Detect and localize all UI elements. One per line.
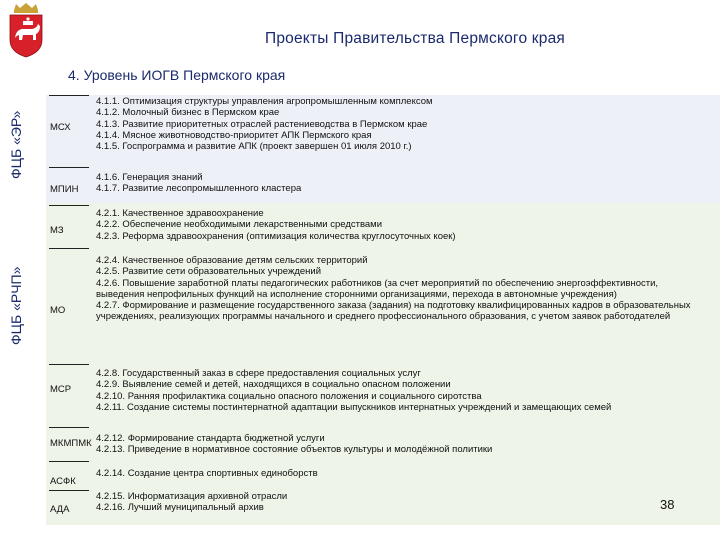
project-list-mo [96,255,708,323]
project-list-msr [96,368,708,413]
project-item: 4.2.13. Приведение в нормативное состояние объектов культуры и молодёжной политики [96,444,493,456]
page-subtitle: 4. Уровень ИОГВ Пермского края [68,67,286,83]
org-label-mpin: МПИН [50,184,79,195]
group-rule [49,205,89,206]
project-item: 4.1.7. Развитие лесопромышленного кластера [96,183,302,195]
project-item: 4.1.1. Оптимизация структуры управления агропромышленным комплексом [96,96,433,107]
org-label-msh: МСХ [50,122,71,133]
project-item: 4.2.15. Информатизация архивной отрасли [96,491,288,502]
project-item: 4.2.12. Формирование стандарта бюджетной услуги [96,433,325,444]
project-list-mpin [96,172,708,195]
project-list-mz [96,208,708,242]
org-label-mkmpmk: МКМПМК [50,438,92,449]
project-item: 4.1.2. Молочный бизнес в Пермском крае [96,107,280,119]
org-label-ada: АДА [50,504,70,515]
project-item: 4.2.7. Формирование и размещение государственного заказа (задания) на подготовку квалифицированных кадров в образовательных учреждениях, реализующих программы начального и среднего профессионального образования, с учетом заявок работодателей [96,300,691,323]
section-label-rchp: ФЦБ «РЧП» [8,266,24,346]
section-label-er: ФЦБ «ЭР» [8,110,24,180]
org-label-msr: МСР [50,384,72,395]
project-item: 4.1.6. Генерация знаний [96,172,203,183]
project-item: 4.2.6. Повышение заработной платы педагогических работников (за счет мероприятий по обеспечению энергоэффективности, выведения непрофильных функций на исполнение сторонними организациями, перехода в автономные учреждения) [96,277,659,300]
project-list-ada [96,491,708,514]
group-rule [49,364,89,365]
group-rule [49,490,89,491]
group-rule [49,461,89,462]
page-title: Проекты Правительства Пермского края [265,30,565,47]
group-rule [49,95,89,96]
project-item: 4.2.4. Качественное образование детям сельских территорий [96,255,368,266]
project-item: 4.2.1. Качественное здравоохранение [96,208,264,219]
project-list-asfk [96,468,708,479]
project-item: 4.2.3. Реформа здравоохранения (оптимизация количества круглосуточных коек) [96,230,456,242]
org-label-mz: МЗ [50,225,64,236]
project-item: 4.2.5. Развитие сети образовательных учреждений [96,266,322,278]
project-item: 4.2.10. Ранняя профилактика социально опасного положения и социального сиротства [96,390,482,402]
project-list-mkmpmk [96,433,708,456]
project-item: 4.2.2. Обеспечение необходимыми лекарственными средствами [96,219,383,231]
project-item: 4.2.14. Создание центра спортивных единоборств [96,468,318,479]
group-rule [49,167,89,168]
group-rule [49,248,89,249]
project-item: 4.2.16. Лучший муниципальный архив [96,502,264,514]
project-item: 4.1.3. Развитие приоритетных отраслей растениеводства в Пермском крае [96,118,428,130]
page-number: 38 [660,497,675,512]
project-item: 4.1.5. Госпрограмма и развитие АПК (проект завершен 01 июля 2010 г.) [96,141,412,153]
project-item: 4.2.11. Создание системы постинтернатной адаптации выпускников интернатных учреждений и замещающих семей [96,401,612,413]
org-label-asfk: АСФК [50,476,76,487]
project-item: 4.1.4. Мясное животноводство-приоритет АПК Пермского края [96,129,372,141]
project-item: 4.2.8. Государственный заказ в сфере предоставления социальных услуг [96,368,421,379]
group-rule [49,427,89,428]
org-label-mo: МО [50,305,66,316]
project-item: 4.2.9. Выявление семей и детей, находящихся в социально опасном положении [96,379,451,391]
project-list-msh [96,96,708,152]
